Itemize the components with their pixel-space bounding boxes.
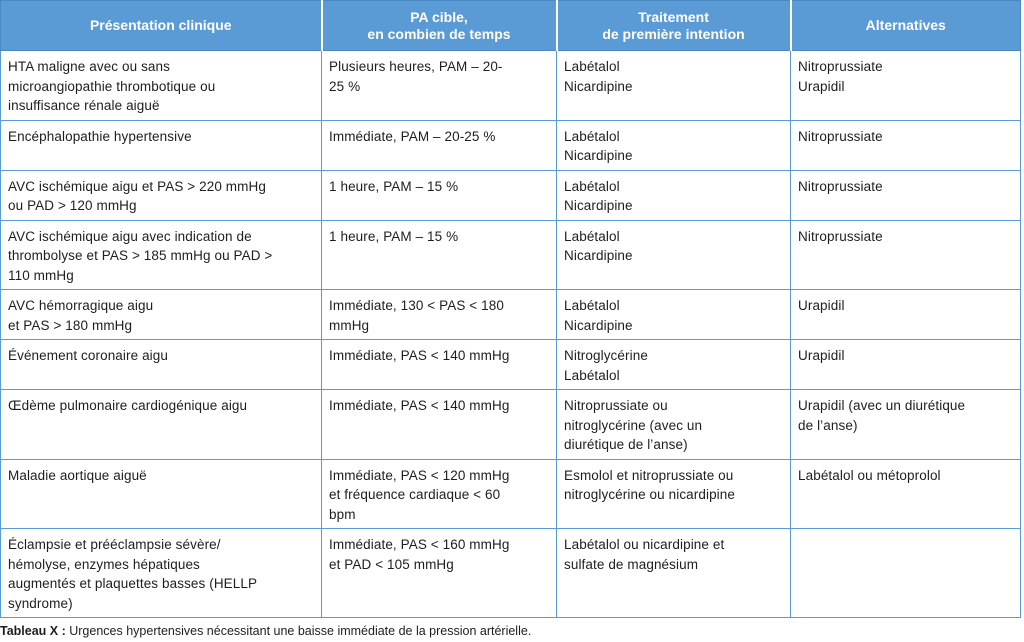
cell-target-bp: Immédiate, PAS < 120 mmHg et fréquence cardiaque < 60 bpm — [322, 459, 557, 529]
cell-clinical-presentation: Encéphalopathie hypertensive — [1, 120, 322, 170]
cell-clinical-presentation: Œdème pulmonaire cardiogénique aigu — [1, 390, 322, 460]
cell-target-bp: Immédiate, PAS < 140 mmHg — [322, 390, 557, 460]
table-row — [1, 51, 1021, 121]
cell-first-line-treatment: Esmolol et nitroprussiate ou nitroglycérine ou nicardipine — [557, 459, 791, 529]
cell-first-line-treatment: Labétalol Nicardipine — [557, 170, 791, 220]
caption-label: Tableau X : — [0, 624, 66, 638]
header-target-bp: PA cible, en combien de temps — [322, 1, 557, 51]
cell-alternatives: Nitroprussiate — [791, 170, 1021, 220]
table-row — [1, 459, 1021, 529]
table-caption — [0, 624, 531, 638]
cell-first-line-treatment: Nitroprussiate ou nitroglycérine (avec un diurétique de l’anse) — [557, 390, 791, 460]
cell-alternatives: Urapidil — [791, 340, 1021, 390]
cell-alternatives: Labétalol ou métoprolol — [791, 459, 1021, 529]
cell-alternatives: Nitroprussiate — [791, 220, 1021, 290]
cell-clinical-presentation: AVC ischémique aigu et PAS > 220 mmHg ou PAD > 120 mmHg — [1, 170, 322, 220]
cell-clinical-presentation: AVC hémorragique aigu et PAS > 180 mmHg — [1, 290, 322, 340]
table-header-row — [1, 1, 1021, 51]
cell-alternatives — [791, 529, 1021, 618]
header-first-line-treatment: Traitement de première intention — [557, 1, 791, 51]
table-row — [1, 290, 1021, 340]
cell-first-line-treatment: Labétalol Nicardipine — [557, 220, 791, 290]
cell-first-line-treatment: Nitroglycérine Labétalol — [557, 340, 791, 390]
table-row — [1, 390, 1021, 460]
cell-alternatives: Urapidil — [791, 290, 1021, 340]
cell-target-bp: 1 heure, PAM – 15 % — [322, 170, 557, 220]
cell-clinical-presentation: Événement coronaire aigu — [1, 340, 322, 390]
cell-clinical-presentation: Éclampsie et prééclampsie sévère/ hémolyse, enzymes hépatiques augmentés et plaquettes basses (HELLP syndrome) — [1, 529, 322, 618]
cell-first-line-treatment: Labétalol Nicardipine — [557, 290, 791, 340]
cell-target-bp: 1 heure, PAM – 15 % — [322, 220, 557, 290]
cell-alternatives: Nitroprussiate Urapidil — [791, 51, 1021, 121]
table-row — [1, 220, 1021, 290]
cell-clinical-presentation: Maladie aortique aiguë — [1, 459, 322, 529]
cell-target-bp: Immédiate, PAS < 140 mmHg — [322, 340, 557, 390]
cell-target-bp: Immédiate, 130 < PAS < 180 mmHg — [322, 290, 557, 340]
cell-alternatives: Nitroprussiate — [791, 120, 1021, 170]
cell-first-line-treatment: Labétalol Nicardipine — [557, 120, 791, 170]
caption-text: Urgences hypertensives nécessitant une baisse immédiate de la pression artérielle. — [65, 624, 532, 638]
cell-alternatives: Urapidil (avec un diurétique de l’anse) — [791, 390, 1021, 460]
header-clinical-presentation: Présentation clinique — [1, 1, 322, 51]
table-row — [1, 340, 1021, 390]
cell-first-line-treatment: Labétalol Nicardipine — [557, 51, 791, 121]
cell-first-line-treatment: Labétalol ou nicardipine et sulfate de magnésium — [557, 529, 791, 618]
cell-target-bp: Immédiate, PAS < 160 mmHg et PAD < 105 mmHg — [322, 529, 557, 618]
cell-target-bp: Immédiate, PAM – 20-25 % — [322, 120, 557, 170]
table-row — [1, 170, 1021, 220]
cell-clinical-presentation: HTA maligne avec ou sans microangiopathie thrombotique ou insuffisance rénale aiguë — [1, 51, 322, 121]
cell-target-bp: Plusieurs heures, PAM – 20- 25 % — [322, 51, 557, 121]
cell-clinical-presentation: AVC ischémique aigu avec indication de thrombolyse et PAS > 185 mmHg ou PAD > 110 mmHg — [1, 220, 322, 290]
table-row — [1, 529, 1021, 618]
header-alternatives: Alternatives — [791, 1, 1021, 51]
table-row — [1, 120, 1021, 170]
